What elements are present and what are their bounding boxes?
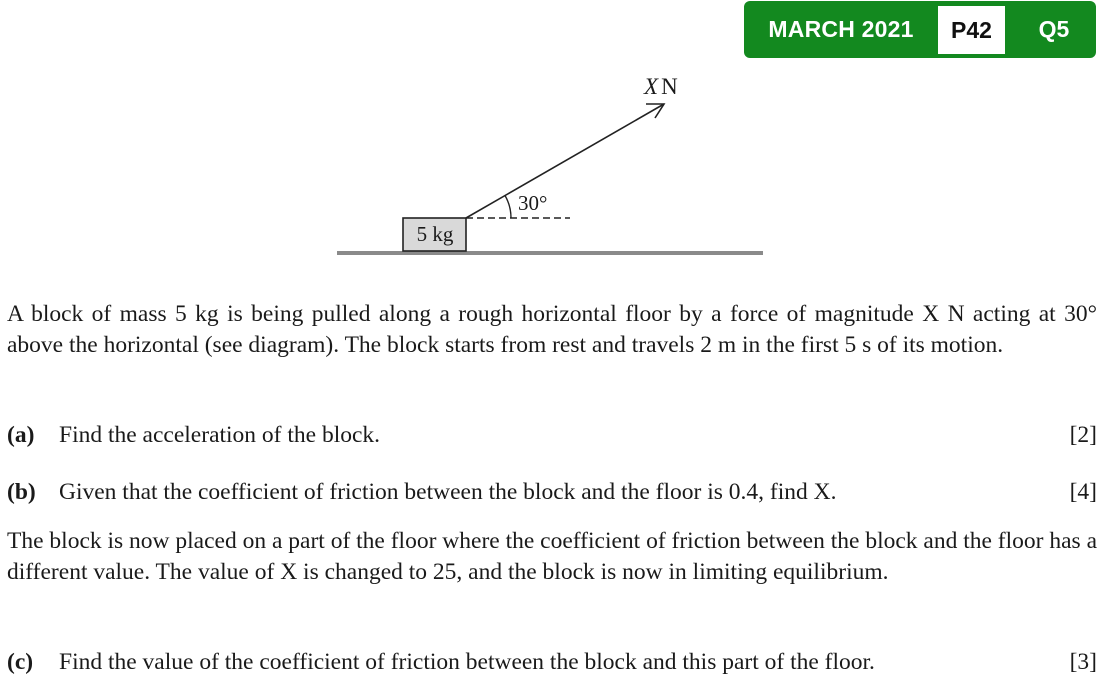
force-symbol: X — [644, 74, 659, 99]
question-part-b — [7, 477, 1097, 508]
part-b-text: Given that the coefficient of friction between the block and the floor is 0.4, find X. — [59, 479, 837, 505]
force-diagram — [0, 0, 1100, 270]
part-c-marks: [3] — [1069, 649, 1097, 675]
part-a-label: (a) — [7, 422, 35, 448]
force-label — [643, 74, 678, 99]
part-b-label: (b) — [7, 479, 36, 505]
exam-session-label: MARCH 2021 — [768, 16, 914, 42]
part-c-text: Find the value of the coefficient of friction between the block and this part of the floor. — [59, 649, 875, 675]
question-part-a — [7, 420, 1097, 451]
question-intro-text: A block of mass 5 kg is being pulled along a rough horizontal floor by a force of magnitude X N acting at 30° above the horizontal (see diagram). The block starts from rest and travels 2 m in the first 5 s of its motion. — [7, 301, 1097, 358]
block-mass-label: 5 kg — [416, 222, 454, 246]
question-continuation-text: The block is now placed on a part of the floor where the coefficient of friction between the block and the floor has a different value. The value of X is changed to 25, and the block is now in limiting equilibrium. — [7, 528, 1097, 585]
part-a-marks: [2] — [1069, 422, 1097, 448]
part-b-marks: [4] — [1069, 479, 1097, 505]
part-c-label: (c) — [7, 649, 34, 675]
angle-label: 30° — [518, 191, 548, 215]
paper-number-label: P42 — [938, 6, 1005, 54]
part-a-text: Find the acceleration of the block. — [59, 422, 381, 448]
force-line — [466, 104, 664, 218]
question-part-c — [7, 647, 1097, 678]
question-number-label: Q5 — [1038, 16, 1070, 42]
angle-arc — [505, 196, 511, 219]
force-unit: N — [661, 74, 678, 99]
